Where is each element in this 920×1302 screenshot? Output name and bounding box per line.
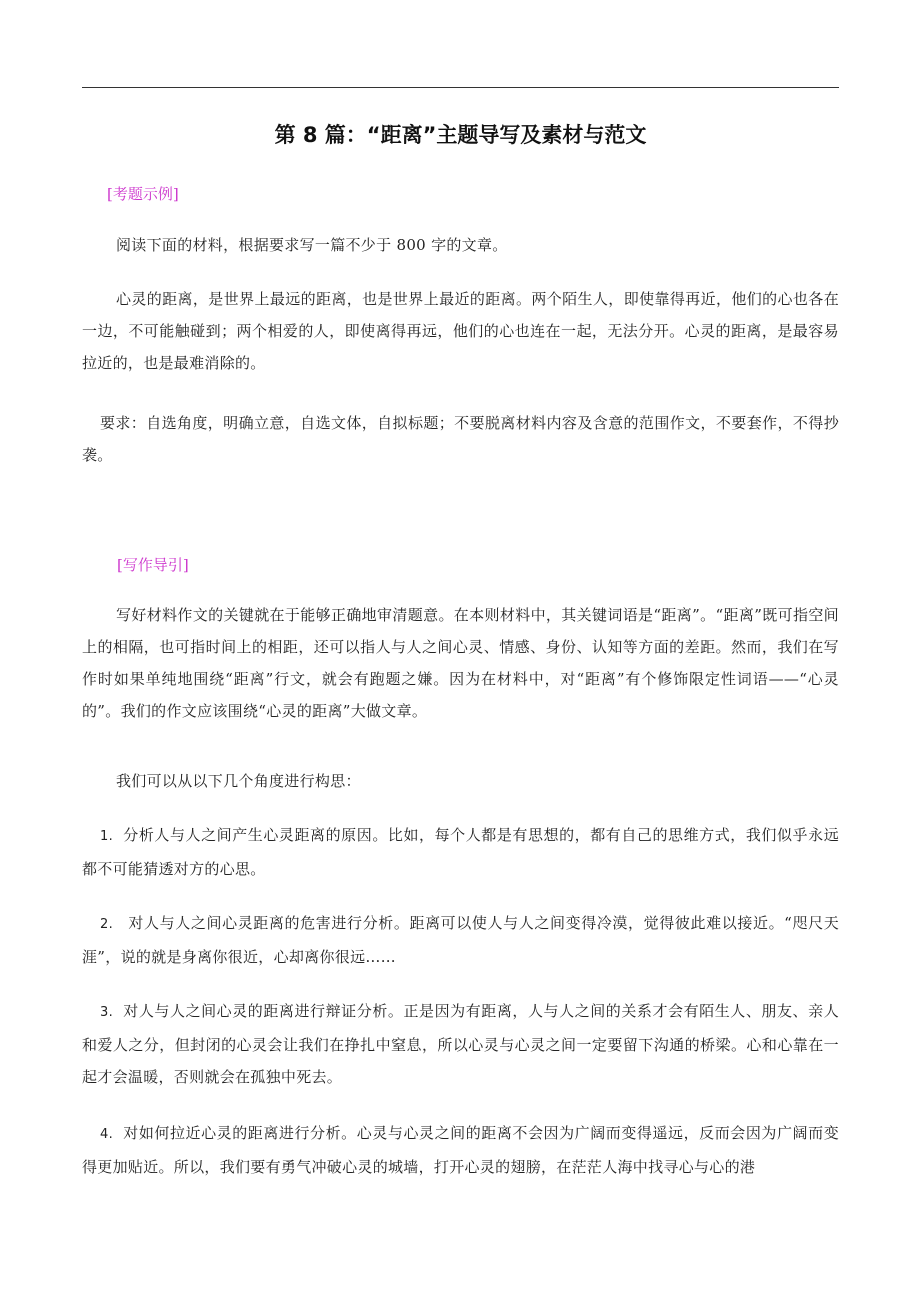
list-item-number: 4.: [100, 1127, 114, 1142]
list-item: [82, 995, 839, 1093]
list-item-number: 1.: [100, 829, 114, 844]
exam-instruction: 阅读下面的材料，根据要求写一篇不少于 800 字的文章。: [116, 236, 508, 254]
list-item-text: 对如何拉近心灵的距离进行分析。心灵与心灵之间的距离不会因为广阔而变得遥远，反而会因为广阔而变得更加贴近。所以，我们要有勇气冲破心灵的城墙，打开心灵的翅膀，在茫茫人海中找寻心与心的港: [82, 1124, 839, 1176]
section-tag-writing-guide: [写作导引]: [117, 556, 189, 574]
exam-requirements: 要求：自选角度，明确立意，自选文体，自拟标题；不要脱离材料内容及含意的范围作文，不要套作，不得抄袭。: [82, 414, 839, 464]
list-item-number: 3.: [100, 1005, 114, 1020]
list-item: [82, 907, 839, 973]
guide-lead: 我们可以从以下几个角度进行构思：: [116, 772, 361, 790]
list-item-text: 对人与人之间心灵距离的危害进行分析。距离可以使人与人之间变得冷漠，觉得彼此难以接近。“咫尺天涯”，说的就是身离你很近，心却离你很远……: [82, 914, 839, 966]
list-item-number: 2.: [100, 917, 114, 932]
exam-material: 心灵的距离，是世界上最远的距离，也是世界上最近的距离。两个陌生人，即使靠得再近，他们的心也各在一边，不可能触碰到；两个相爱的人，即使离得再远，他们的心也连在一起，无法分开。心灵的距离，是最容易拉近的，也是最难消除的。: [82, 290, 839, 372]
guide-intro: 写好材料作文的关键就在于能够正确地审清题意。在本则材料中，其关键词语是“距离”。“距离”既可指空间上的相隔，也可指时间上的相距，还可以指人与人之间心灵、情感、身份、认知等方面的差距。然而，我们在写作时如果单纯地围绕“距离”行文，就会有跑题之嫌。因为在材料中，对“距离”有个修饰限定性词语——“心灵的”。我们的作文应该围绕“心灵的距离”大做文章。: [82, 606, 839, 720]
list-item: [82, 1117, 839, 1183]
page-title: 第 8 篇：“距离”主题导写及素材与范文: [274, 123, 647, 147]
list-item: [82, 819, 839, 885]
list-item-text: 对人与人之间心灵的距离进行辩证分析。正是因为有距离，人与人之间的关系才会有陌生人、朋友、亲人和爱人之分，但封闭的心灵会让我们在挣扎中窒息，所以心灵与心灵之间一定要留下沟通的桥梁。心和心靠在一起才会温暖，否则就会在孤独中死去。: [82, 1002, 839, 1086]
header-rule: [82, 87, 839, 88]
list-item-text: 分析人与人之间产生心灵距离的原因。比如，每个人都是有思想的，都有自己的思维方式，我们似乎永远都不可能猜透对方的心思。: [82, 826, 839, 878]
section-tag-exam-example: [考题示例]: [107, 185, 179, 203]
